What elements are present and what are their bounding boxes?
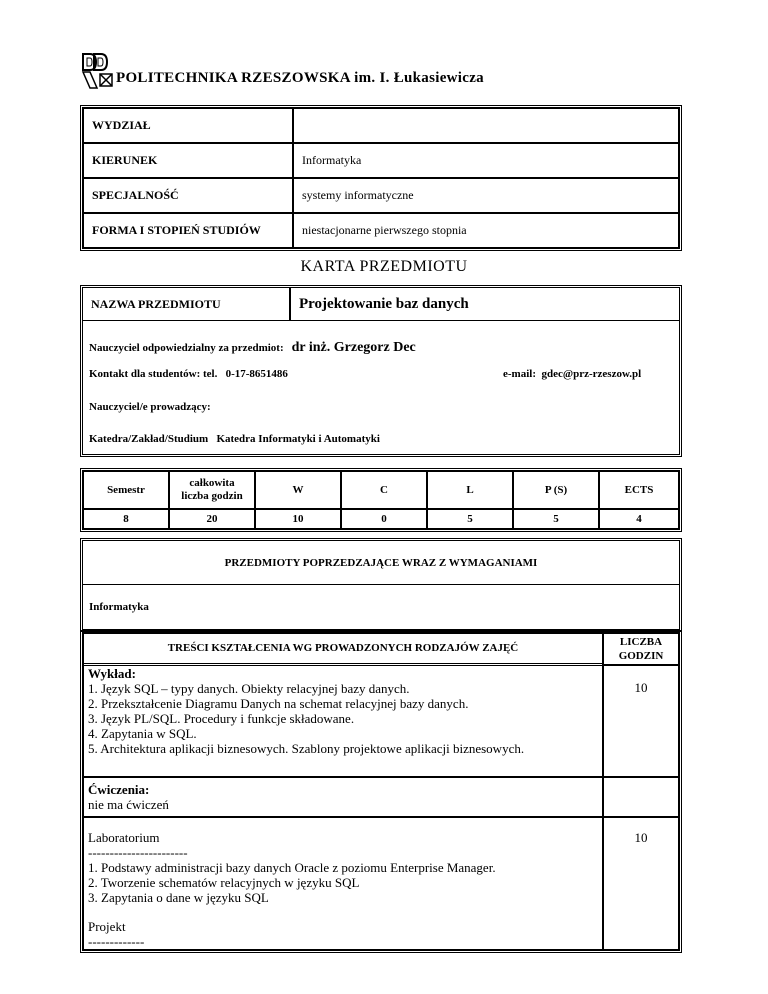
hours-column-title xyxy=(603,633,679,665)
lab-item: 3. Zapytania o dane w języku SQL xyxy=(88,890,269,905)
lecture-item: 4. Zapytania w SQL. xyxy=(88,726,197,741)
faculty-label: WYDZIAŁ xyxy=(83,108,293,143)
project-title: Projekt xyxy=(88,919,126,934)
lab-separator: ----------------------- xyxy=(88,845,188,860)
header-p: P (S) xyxy=(513,471,599,509)
hours-value-row xyxy=(83,509,679,529)
lab-cell xyxy=(83,817,603,950)
field-label: KIERUNEK xyxy=(83,143,293,178)
lab-title: Laboratorium xyxy=(88,830,160,845)
study-form-label: FORMA I STOPIEŃ STUDIÓW xyxy=(83,213,293,248)
subject-label: NAZWA PRZEDMIOTU xyxy=(83,288,290,321)
value-total-hours: 20 xyxy=(169,509,255,529)
lab-item: 1. Podstawy administracji bazy danych Oracle z poziomu Enterprise Manager. xyxy=(88,860,496,875)
hours-header-row xyxy=(83,471,679,509)
lecture-item: 5. Architektura aplikacji biznesowych. Szablony projektowe aplikacji biznesowych. xyxy=(88,741,525,756)
info-row xyxy=(83,178,679,213)
content-table xyxy=(80,630,682,953)
value-l: 5 xyxy=(427,509,513,529)
lecture-item: 1. Język SQL – typy danych. Obiekty relacyjnej bazy danych. xyxy=(88,681,410,696)
exercise-text: nie ma ćwiczeń xyxy=(88,797,169,812)
value-c: 0 xyxy=(341,509,427,529)
study-form-value: niestacjonarne pierwszego stopnia xyxy=(293,213,679,248)
hours-title-line1: LICZBA xyxy=(619,636,663,648)
exercise-title: Ćwiczenia: xyxy=(88,782,150,797)
contact-email: e-mail: gdec@prz-rzeszow.pl xyxy=(503,368,642,380)
subject-value: Projektowanie baz danych xyxy=(290,288,679,321)
header-c: C xyxy=(341,471,427,509)
info-row xyxy=(83,143,679,178)
header-ects: ECTS xyxy=(599,471,679,509)
exercise-cell xyxy=(83,777,603,817)
specialty-label: SPECJALNOŚĆ xyxy=(83,178,293,213)
teacher-label: Nauczyciel odpowiedzialny za przedmiot: xyxy=(89,342,284,354)
prerequisites-table xyxy=(80,538,682,632)
header-w: W xyxy=(255,471,341,509)
department-line: Katedra/Zakład/Studium Katedra Informatyki i Automatyki xyxy=(89,433,380,445)
lecture-row xyxy=(83,665,679,777)
lecture-hours: 10 xyxy=(603,665,679,777)
lab-hours: 10 xyxy=(603,817,679,950)
value-ects: 4 xyxy=(599,509,679,529)
header-semester: Semestr xyxy=(83,471,169,509)
header-l: L xyxy=(427,471,513,509)
lecture-item: 2. Przekształcenie Diagramu Danych na schemat relacyjnej bazy danych. xyxy=(88,696,469,711)
value-p: 5 xyxy=(513,509,599,529)
faculty-value xyxy=(293,108,679,143)
lab-item: 2. Tworzenie schematów relacyjnych w języku SQL xyxy=(88,875,360,890)
header-total-line1: całkowita xyxy=(189,477,235,489)
prerequisites-title: PRZEDMIOTY POPRZEDZAJĄCE WRAZ Z WYMAGANIAMI xyxy=(83,541,679,585)
university-name: POLITECHNIKA RZESZOWSKA im. I. Łukasiewicza xyxy=(116,70,484,86)
teacher-line xyxy=(89,338,416,356)
header-total-line2: liczba godzin xyxy=(181,490,243,502)
project-separator: ------------- xyxy=(88,934,145,949)
teacher-name: dr inż. Grzegorz Dec xyxy=(291,340,416,355)
university-logo xyxy=(80,52,114,90)
card-title: KARTA PRZEDMIOTU xyxy=(300,258,468,275)
content-header-row xyxy=(83,633,679,664)
content-title: TREŚCI KSZTAŁCENIA WG PROWADZONYCH RODZAJÓW ZAJĘĆ xyxy=(83,633,603,664)
info-row xyxy=(83,108,679,143)
lecturers-label: Nauczyciel/e prowadzący: xyxy=(89,401,211,413)
header-total-hours xyxy=(169,471,255,509)
prerequisites-value: Informatyka xyxy=(89,601,149,613)
field-value: Informatyka xyxy=(293,143,679,178)
lecture-item: 3. Język PL/SQL. Procedury i funkcje składowane. xyxy=(88,711,355,726)
value-w: 10 xyxy=(255,509,341,529)
info-row xyxy=(83,213,679,248)
lecture-title: Wykład: xyxy=(88,666,136,681)
contact-phone: Kontakt dla studentów: tel. 0-17-8651486 xyxy=(89,368,288,380)
hours-table xyxy=(80,468,682,532)
exercise-row xyxy=(83,777,679,817)
lab-row xyxy=(83,817,679,950)
subject-table xyxy=(83,288,679,321)
exercise-hours xyxy=(603,777,679,817)
hours-title-line2: GODZIN xyxy=(618,650,664,662)
value-semester: 8 xyxy=(83,509,169,529)
info-table xyxy=(80,105,682,251)
subject-box xyxy=(80,285,682,457)
lecture-cell xyxy=(83,665,603,777)
specialty-value: systemy informatyczne xyxy=(293,178,679,213)
